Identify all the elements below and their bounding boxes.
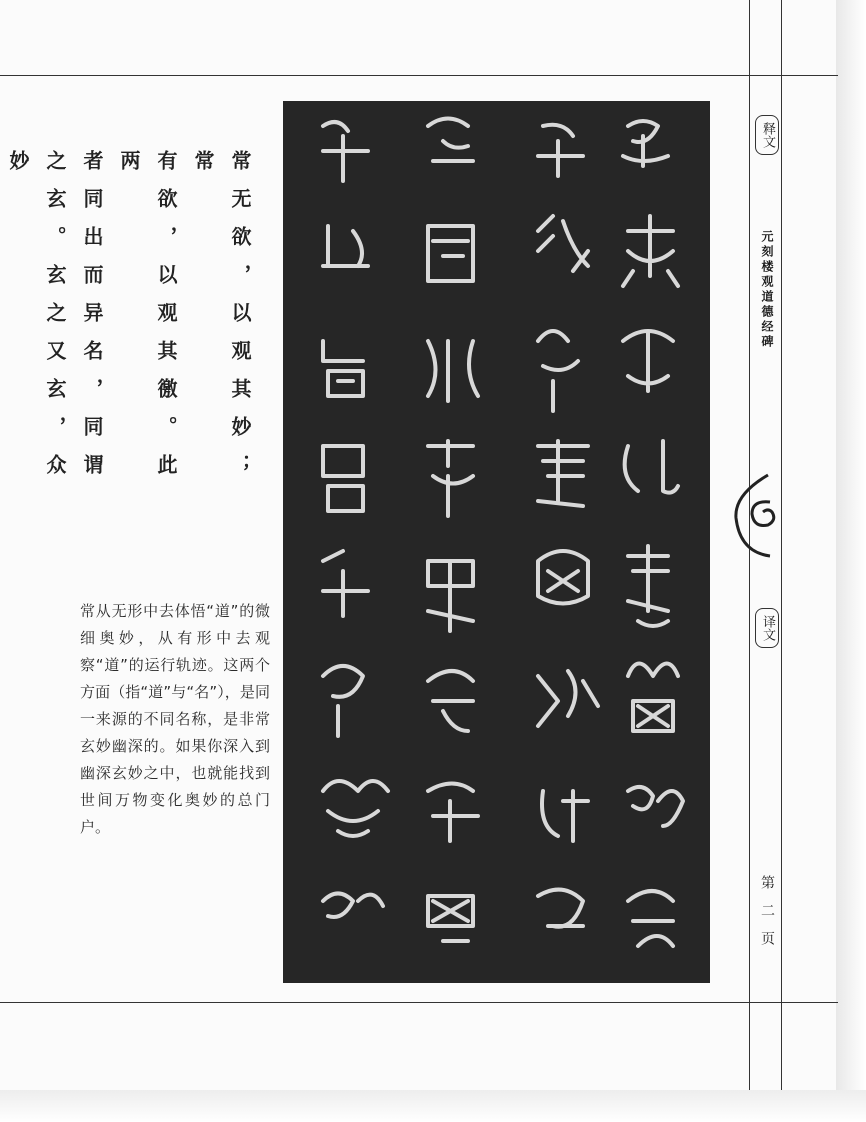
stele-title: 元刻楼观道德经碑 <box>760 230 774 350</box>
verse-column-1: 常无欲，以观其妙；常 <box>191 150 252 492</box>
tab-translation: 译文 <box>755 608 779 648</box>
page-number: 第二页 <box>759 875 775 959</box>
classical-verse <box>6 150 258 510</box>
verse-column-3: 者同出而异名，同谓 <box>80 150 104 492</box>
verse-column-2: 有欲，以观其徼。此两 <box>117 150 178 492</box>
seal-script-rubbing-image <box>283 101 710 983</box>
page-bottom-shadow <box>0 1090 866 1122</box>
rubbing-glyphs <box>283 101 710 983</box>
top-rule <box>0 75 838 76</box>
translation-paragraph: 常从无形中去体悟“道”的微细奥妙，从有形中去观察“道”的运行轨迹。这两个方面（指“道”与“名”），是同一来源的不同名称，是非常玄妙幽深的。如果你深入到幽深玄妙之中，也就能找到世间万物变化奥妙的总门户。 <box>80 602 270 836</box>
page-edge-shadow <box>836 0 866 1122</box>
verse-column-4: 之玄。玄之又玄，众妙 <box>6 150 67 492</box>
spiral-ornament-icon <box>730 470 786 560</box>
tab-original-text: 释文 <box>755 115 779 155</box>
bottom-rule <box>0 1002 838 1003</box>
